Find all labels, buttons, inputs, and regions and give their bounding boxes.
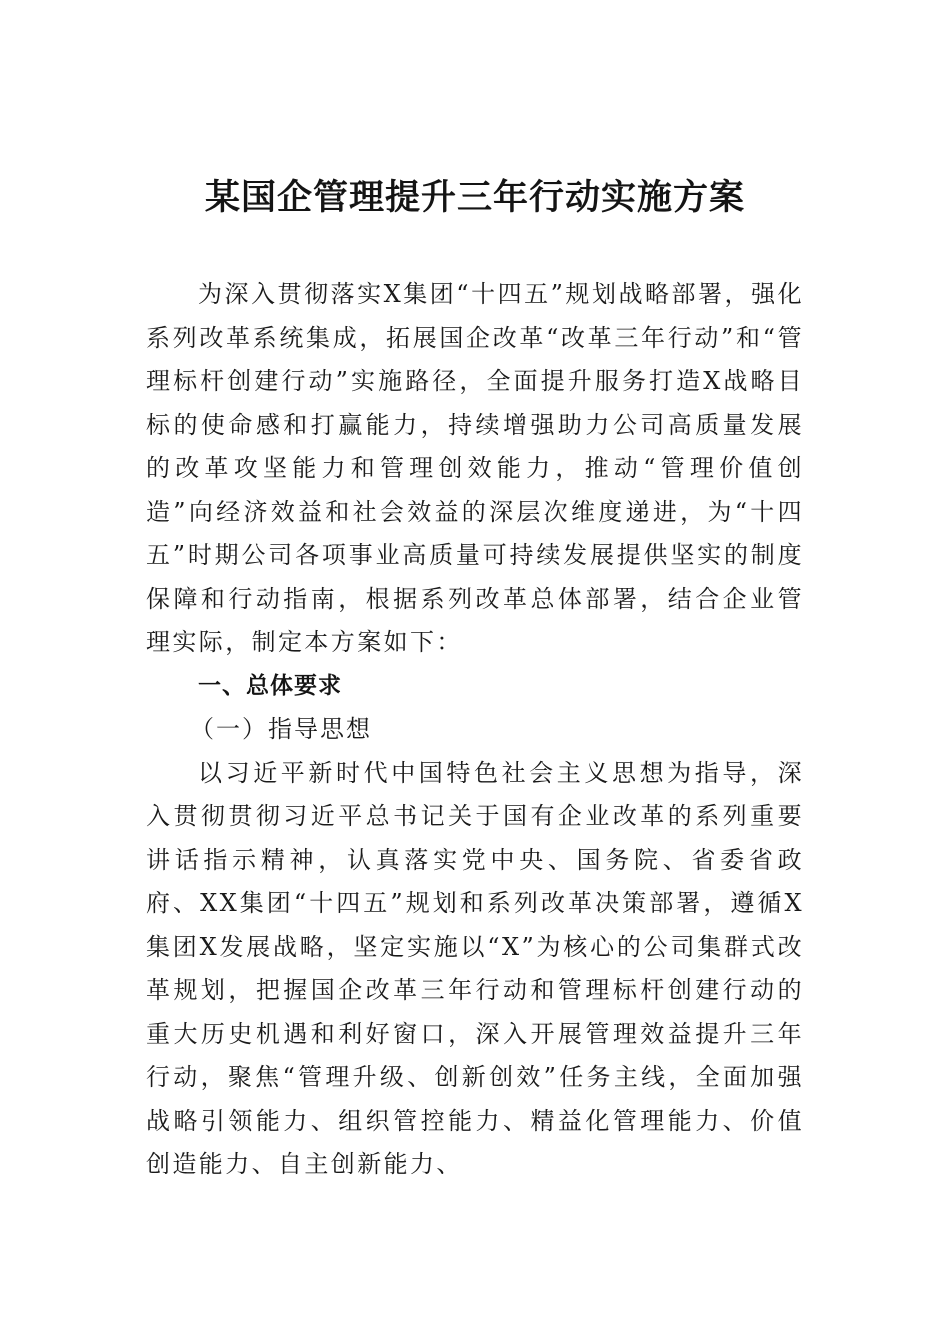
guiding-ideology-paragraph: 以习近平新时代中国特色社会主义思想为指导，深入贯彻贯彻习近平总书记关于国有企业改革的系列重要讲话指示精神，认真落实党中央、国务院、省委省政府、XX集团“十四五”规划和系列改革决策部署，遵循X集团X发展战略，坚定实施以“X”为核心的公司集群式改革规划，把握国企改革三年行动和管理标杆创建行动的重大历史机遇和利好窗口，深入开展管理效益提升三年行动，聚焦“管理升级、创新创效”任务主线，全面加强战略引领能力、组织管控能力、精益化管理能力、价值创造能力、自主创新能力、	[146, 758, 804, 1178]
subsection-heading-guiding-ideology: （一）指导思想	[190, 715, 372, 743]
intro-paragraph: 为深入贯彻落实X集团“十四五”规划战略部署，强化系列改革系统集成，拓展国企改革“改革三年行动”和“管理标杆创建行动”实施路径，全面提升服务打造X战略目标的使命感和打赢能力，持续增强助力公司高质量发展的改革攻坚能力和管理创效能力，推动“管理价值创造”向经济效益和社会效益的深层次维度递进，为“十四五”时期公司各项事业高质量可持续发展提供坚实的制度保障和行动指南，根据系列改革总体部署，结合企业管理实际，制定本方案如下：	[146, 280, 804, 656]
document-title: 某国企管理提升三年行动实施方案	[204, 177, 745, 218]
section-heading-general-requirements: 一、总体要求	[198, 672, 342, 699]
document-body	[146, 273, 804, 1187]
